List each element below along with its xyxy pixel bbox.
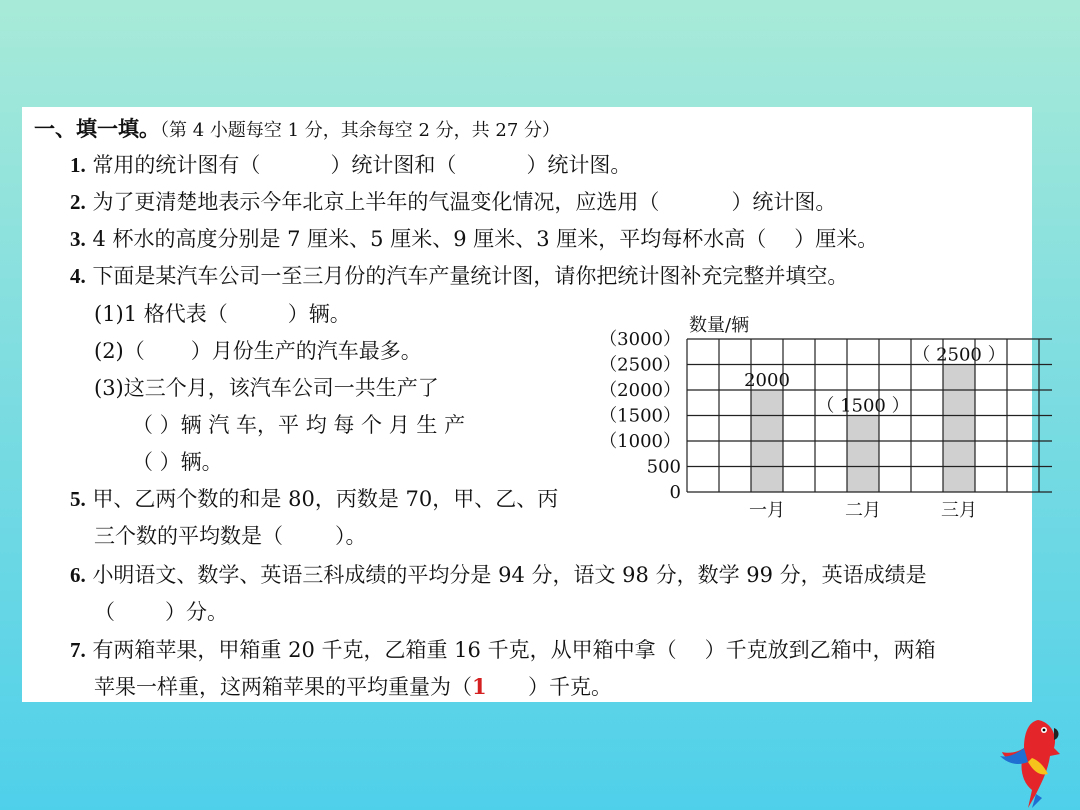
section-note: （第 4 小题每空 1 分，其余每空 2 分，共 27 分） bbox=[160, 120, 561, 141]
x-tick-label: 三月 bbox=[941, 500, 977, 521]
y-tick-label: （2500） bbox=[599, 354, 681, 376]
sub-question-text: (3)这三个月，该汽车公司一共生产了 bbox=[94, 376, 439, 400]
question-text: 为了更清楚地表示今年北京上半年的气温变化情况，应选用（ bbox=[92, 190, 660, 214]
question-text: 甲、乙两个数的和是 80，丙数是 70，甲、乙、丙 bbox=[92, 487, 559, 511]
question-7-cont bbox=[94, 673, 612, 701]
question-text: 下面是某汽车公司一至三月份的汽车产量统计图，请你把统计图补充完整并填空。 bbox=[92, 264, 849, 288]
question-6 bbox=[70, 561, 927, 589]
question-number: 5. bbox=[70, 487, 86, 511]
chart-bar bbox=[847, 416, 879, 493]
question-number: 2. bbox=[70, 190, 86, 214]
question-4-sub-3 bbox=[94, 374, 439, 402]
sub-question-text: (1)1 格代表（ bbox=[94, 302, 228, 326]
chart-bar bbox=[943, 365, 975, 493]
handwritten-answer: 1 bbox=[472, 674, 487, 699]
question-text: ）统计图。 bbox=[526, 153, 632, 177]
sub-question-text: （ ）辆 汽 车，平 均 每 个 月 生 产 bbox=[132, 413, 466, 437]
question-text: ）。 bbox=[335, 524, 367, 548]
question-text: 常用的统计图有（ bbox=[92, 153, 261, 177]
question-5 bbox=[70, 485, 558, 513]
bar-data-label: （ 2500 ） bbox=[912, 344, 1006, 366]
question-text: ）统计图和（ bbox=[330, 153, 457, 177]
question-text: 三个数的平均数是（ bbox=[94, 524, 283, 548]
x-tick-label: 一月 bbox=[749, 500, 785, 521]
y-tick-label: 500 bbox=[646, 456, 681, 478]
question-text: 4 杯水的高度分别是 7 厘米、5 厘米、9 厘米、3 厘米，平均每杯水高（ bbox=[92, 227, 767, 251]
question-text: （ bbox=[94, 600, 115, 624]
question-text: ）千克放到乙箱中，两箱 bbox=[704, 638, 936, 662]
worksheet-card bbox=[22, 107, 1032, 702]
question-text: ）统计图。 bbox=[731, 190, 837, 214]
section-heading bbox=[34, 115, 560, 145]
bar-data-label: （ 1500 ） bbox=[816, 395, 910, 417]
question-text: ）分。 bbox=[165, 600, 228, 624]
question-number: 4. bbox=[70, 264, 86, 288]
sub-question-text: (2)（ bbox=[94, 339, 145, 363]
question-4-sub-1 bbox=[94, 300, 351, 328]
question-text: 苹果一样重，这两箱苹果的平均重量为（ bbox=[94, 675, 472, 699]
answer-blank[interactable] bbox=[472, 673, 528, 701]
question-4 bbox=[70, 262, 848, 290]
question-number: 1. bbox=[70, 153, 86, 177]
question-number: 7. bbox=[70, 638, 86, 662]
y-tick-label: （1500） bbox=[599, 405, 681, 427]
question-text: ）千克。 bbox=[528, 675, 612, 699]
section-title: 一、填一填。 bbox=[34, 116, 160, 141]
sub-question-text: ）辆。 bbox=[287, 302, 351, 326]
y-tick-label: 0 bbox=[669, 482, 681, 503]
sub-question-text: ）月份生产的汽车最多。 bbox=[190, 339, 422, 363]
sub-question-text: （ ）辆。 bbox=[132, 450, 223, 474]
question-5-cont bbox=[94, 522, 367, 550]
question-4-sub-3c bbox=[132, 448, 223, 476]
y-axis-label: 数量/辆 bbox=[689, 315, 750, 336]
y-tick-label: （3000） bbox=[599, 329, 681, 350]
y-tick-label: （1000） bbox=[599, 431, 681, 452]
question-1 bbox=[70, 151, 631, 179]
question-4-sub-2 bbox=[94, 337, 422, 365]
question-4-sub-3b bbox=[132, 411, 465, 439]
question-text: 有两箱苹果，甲箱重 20 千克，乙箱重 16 千克，从甲箱中拿（ bbox=[92, 638, 677, 662]
bar-chart bbox=[582, 302, 1052, 532]
parrot-icon bbox=[998, 714, 1078, 810]
question-2 bbox=[70, 188, 836, 216]
bar-data-label: 2000 bbox=[744, 370, 790, 391]
question-number: 6. bbox=[70, 563, 86, 587]
question-number: 3. bbox=[70, 227, 86, 251]
question-7 bbox=[70, 636, 936, 664]
bar-chart-svg bbox=[582, 302, 1052, 532]
question-3 bbox=[70, 225, 878, 253]
x-tick-label: 二月 bbox=[845, 500, 881, 521]
y-tick-label: （2000） bbox=[599, 380, 681, 401]
question-text: ）厘米。 bbox=[794, 227, 879, 251]
question-text: 小明语文、数学、英语三科成绩的平均分是 94 分，语文 98 分，数学 99 分，英语成绩是 bbox=[92, 563, 927, 587]
question-6-cont bbox=[94, 598, 228, 626]
